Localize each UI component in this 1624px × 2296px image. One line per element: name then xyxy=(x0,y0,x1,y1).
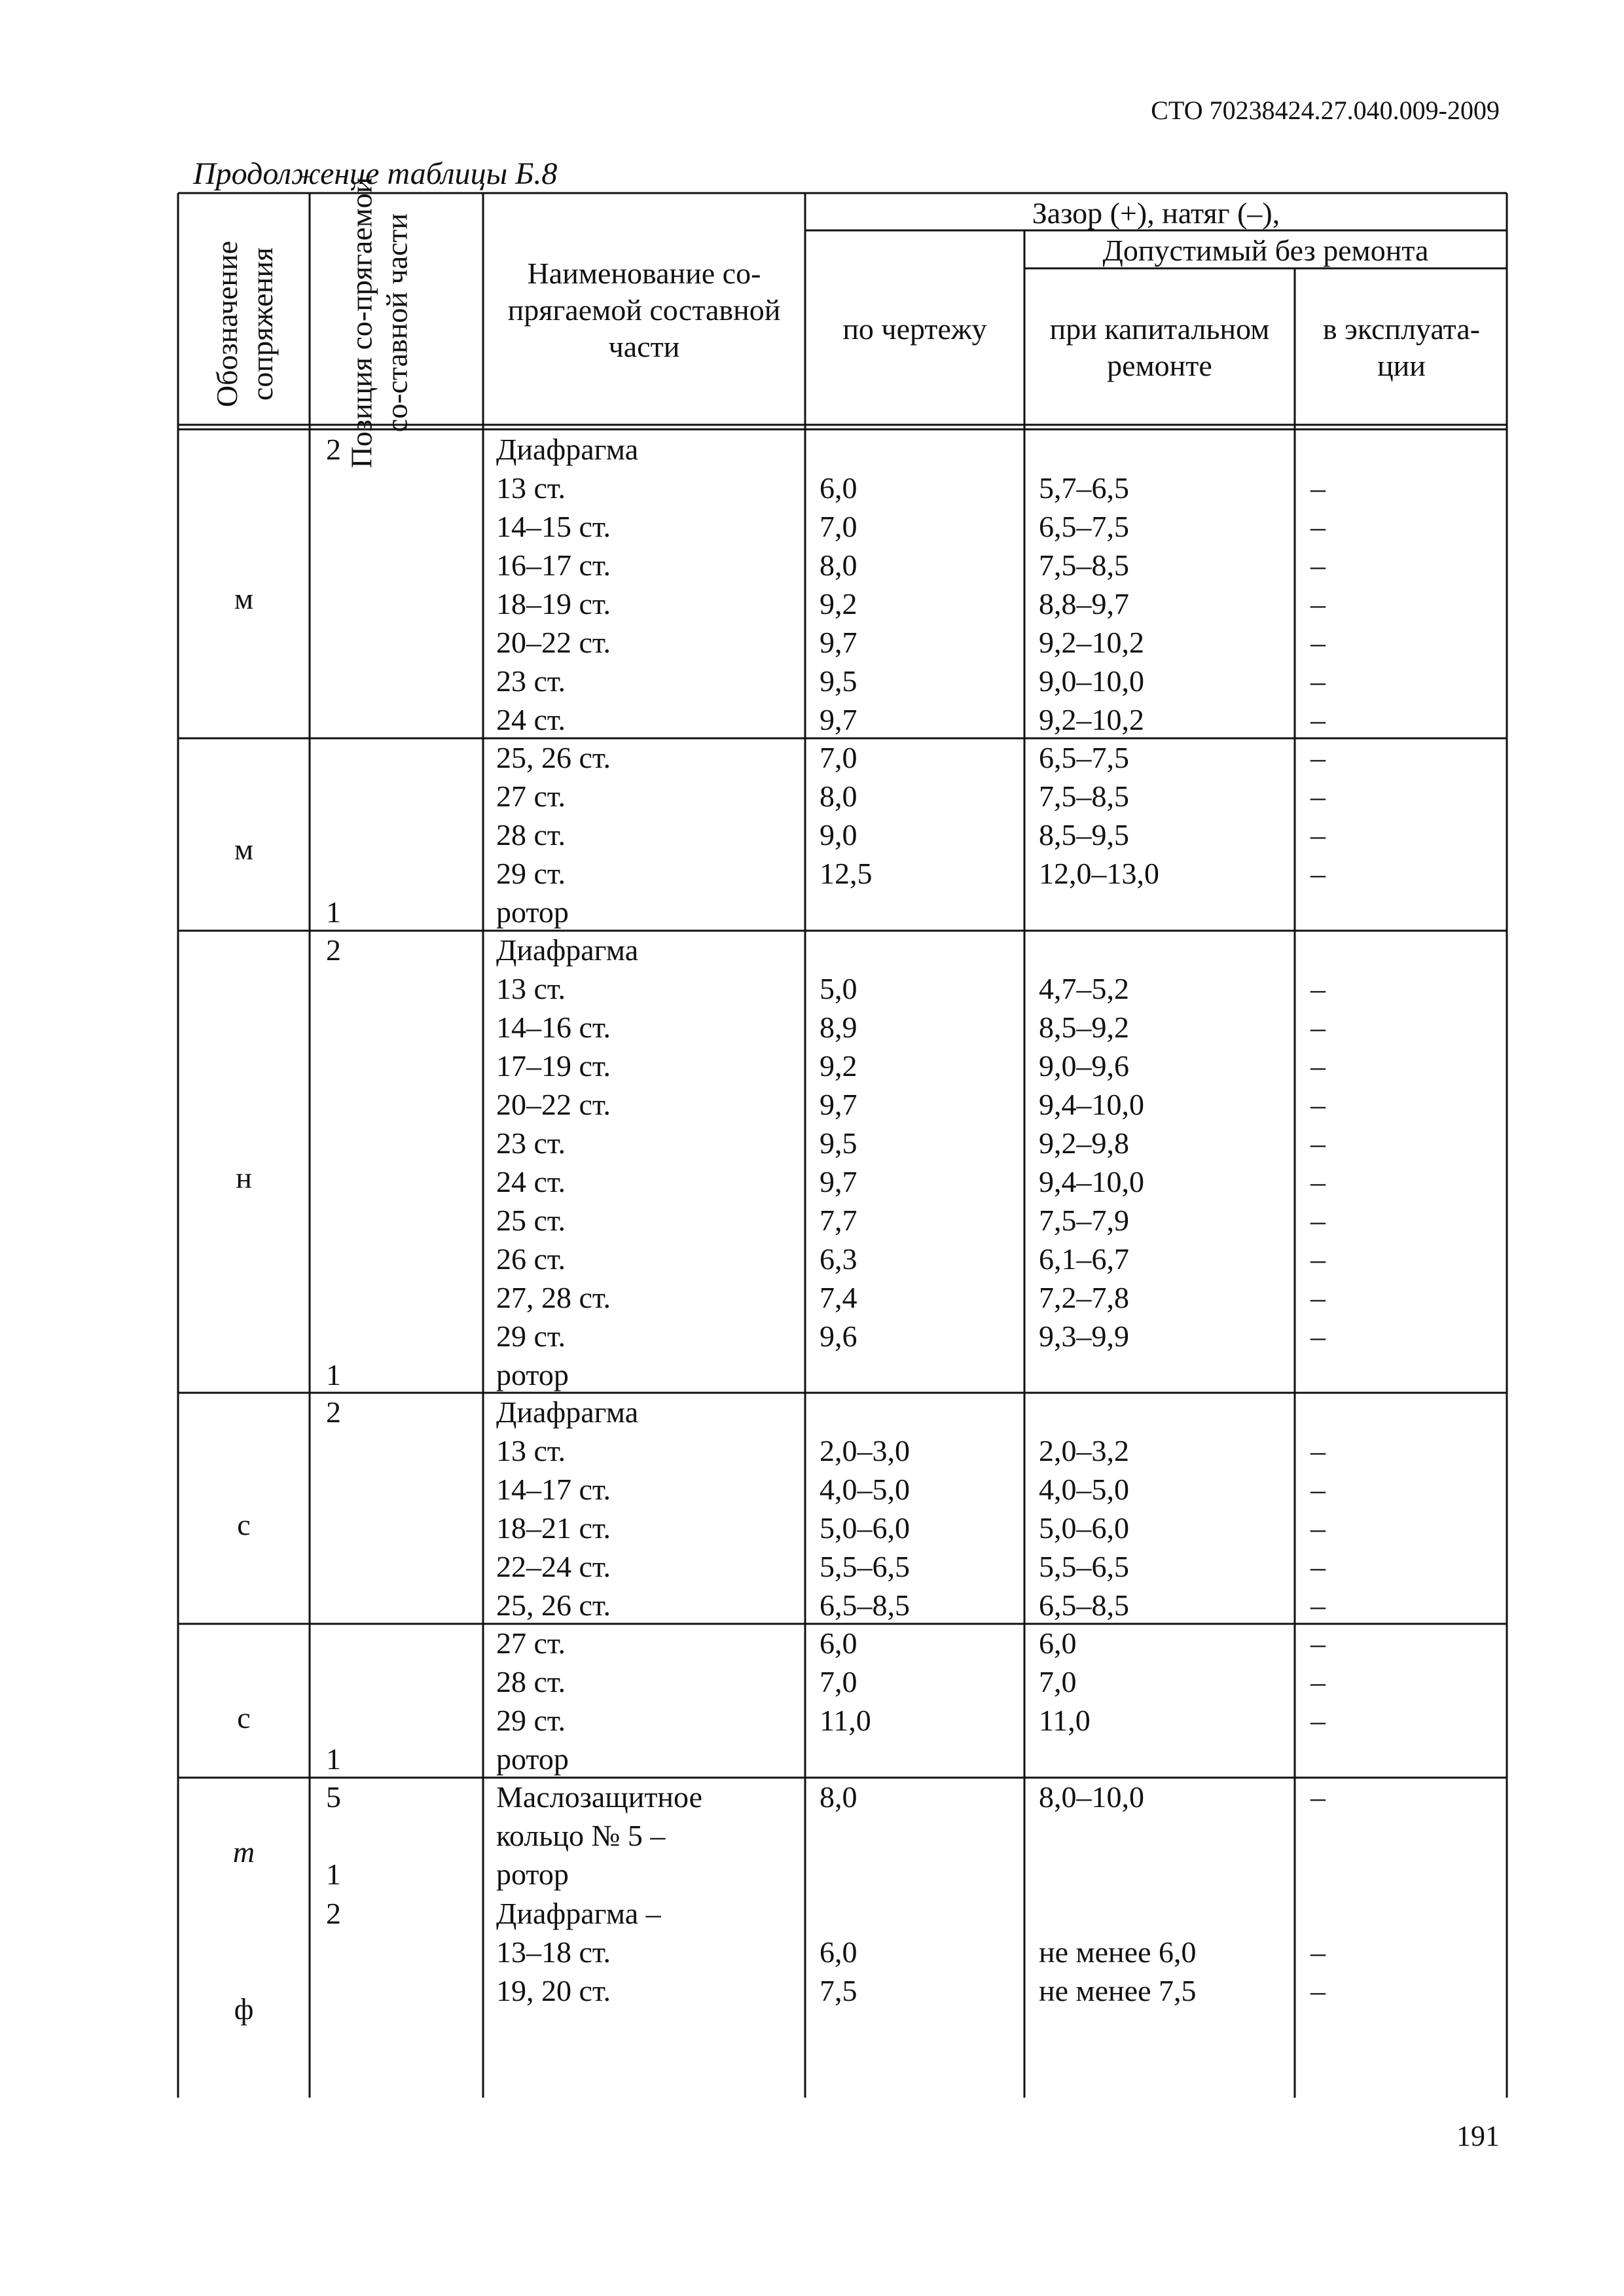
operation-cell: – xyxy=(1310,1626,1326,1660)
drawing-value-cell: 7,0 xyxy=(820,510,857,543)
operation-cell: – xyxy=(1310,587,1326,620)
part-name-cell: 29 ст. xyxy=(496,1319,566,1353)
drawing-value-cell: 7,7 xyxy=(820,1204,857,1237)
operation-cell: – xyxy=(1310,1704,1326,1737)
capital-repair-cell: 12,0–13,0 xyxy=(1039,857,1159,890)
capital-repair-cell: 4,0–5,0 xyxy=(1039,1473,1129,1506)
designation-cell: ф xyxy=(234,1992,254,2026)
drawing-value-cell: 5,0–6,0 xyxy=(820,1511,910,1545)
part-name-cell: 16–17 ст. xyxy=(496,548,611,582)
drawing-value-cell: 9,7 xyxy=(820,626,857,659)
position-cell: 1 xyxy=(326,1742,341,1776)
drawing-value-cell: 9,2 xyxy=(820,587,857,620)
capital-repair-cell: 5,0–6,0 xyxy=(1039,1511,1129,1545)
drawing-value-cell: 6,3 xyxy=(820,1242,857,1276)
part-name-cell: 28 ст. xyxy=(496,818,566,852)
part-name-cell: 23 ст. xyxy=(496,1126,566,1160)
position-cell: 1 xyxy=(326,895,341,929)
operation-cell: – xyxy=(1310,1319,1326,1353)
capital-repair-cell: 2,0–3,2 xyxy=(1039,1434,1129,1467)
operation-cell: – xyxy=(1310,1935,1326,1969)
capital-repair-cell: 6,5–8,5 xyxy=(1039,1588,1129,1622)
part-name-cell: 24 ст. xyxy=(496,1165,566,1198)
capital-repair-cell: 8,5–9,5 xyxy=(1039,818,1129,852)
drawing-value-cell: 12,5 xyxy=(820,857,873,890)
drawing-value-cell: 7,0 xyxy=(820,741,857,774)
capital-repair-cell: 9,3–9,9 xyxy=(1039,1319,1129,1353)
part-name-cell: 18–19 ст. xyxy=(496,587,611,620)
part-name-cell: 22–24 ст. xyxy=(496,1550,611,1583)
operation-cell: – xyxy=(1310,1126,1326,1160)
designation-cell: т xyxy=(232,1835,255,1869)
part-name-cell: 20–22 ст. xyxy=(496,1088,611,1121)
capital-repair-cell: 9,2–10,2 xyxy=(1039,703,1144,736)
part-name-cell: ротор xyxy=(496,1857,569,1891)
header-capital-repair: при капитальном ремонте xyxy=(1049,312,1270,382)
part-name-cell: 13 ст. xyxy=(496,1434,566,1467)
capital-repair-cell: 11,0 xyxy=(1039,1704,1091,1737)
part-name-cell: 20–22 ст. xyxy=(496,626,611,659)
operation-cell: – xyxy=(1310,857,1326,890)
part-name-cell: 25, 26 ст. xyxy=(496,741,611,774)
position-cell: 1 xyxy=(326,1358,341,1391)
operation-cell: – xyxy=(1310,780,1326,813)
part-name-cell: 29 ст. xyxy=(496,1704,566,1737)
capital-repair-cell: не менее 7,5 xyxy=(1039,1974,1197,2007)
operation-cell: – xyxy=(1310,1049,1326,1083)
header-by-drawing: по чертежу xyxy=(842,312,987,346)
drawing-value-cell: 9,0 xyxy=(820,818,857,852)
capital-repair-cell: 5,5–6,5 xyxy=(1039,1550,1129,1583)
part-name-cell: 27, 28 ст. xyxy=(496,1281,611,1314)
part-name-cell: кольцо № 5 – xyxy=(496,1819,666,1852)
position-cell: 2 xyxy=(326,1897,341,1930)
drawing-value-cell: 8,0 xyxy=(820,1780,857,1814)
drawing-value-cell: 8,0 xyxy=(820,548,857,582)
capital-repair-cell: 6,5–7,5 xyxy=(1039,741,1129,774)
part-name-cell: ротор xyxy=(496,1742,569,1776)
part-name-cell: 27 ст. xyxy=(496,780,566,813)
operation-cell: – xyxy=(1310,972,1326,1005)
capital-repair-cell: 5,7–6,5 xyxy=(1039,471,1129,505)
capital-repair-cell: 7,0 xyxy=(1039,1665,1077,1698)
position-cell: 2 xyxy=(326,933,341,967)
part-name-cell: 25, 26 ст. xyxy=(496,1588,611,1622)
header-part-name: Наименование со-прягаемой составной части xyxy=(507,257,781,363)
capital-repair-cell: не менее 6,0 xyxy=(1039,1935,1197,1969)
operation-cell: – xyxy=(1310,1242,1326,1276)
part-name-cell: 14–17 ст. xyxy=(496,1473,611,1506)
document-code: СТО 70238424.27.040.009-2009 xyxy=(1151,96,1500,125)
part-name-cell: 13–18 ст. xyxy=(496,1935,611,1969)
operation-cell: – xyxy=(1310,1281,1326,1314)
position-cell: 5 xyxy=(326,1780,341,1814)
operation-cell: – xyxy=(1310,548,1326,582)
capital-repair-cell: 9,4–10,0 xyxy=(1039,1165,1144,1198)
part-name-cell: 18–21 ст. xyxy=(496,1511,611,1545)
capital-repair-cell: 9,0–10,0 xyxy=(1039,664,1144,698)
part-name-cell: 13 ст. xyxy=(496,471,566,505)
operation-cell: – xyxy=(1310,741,1326,774)
designation-cell: м xyxy=(234,833,254,866)
capital-repair-cell: 6,0 xyxy=(1039,1626,1077,1660)
operation-cell: – xyxy=(1310,1780,1326,1814)
drawing-value-cell: 6,5–8,5 xyxy=(820,1588,910,1622)
operation-cell: – xyxy=(1310,626,1326,659)
header-position: Позиция со-прягаемой со-ставной части xyxy=(344,177,414,469)
drawing-value-cell: 7,0 xyxy=(820,1665,857,1698)
designation-cell: н xyxy=(236,1161,252,1194)
part-name-cell: 24 ст. xyxy=(496,703,566,736)
capital-repair-cell: 7,5–8,5 xyxy=(1039,780,1129,813)
capital-repair-cell: 9,2–9,8 xyxy=(1039,1126,1129,1160)
part-name-cell: Диафрагма xyxy=(496,1395,639,1429)
drawing-value-cell: 9,5 xyxy=(820,664,857,698)
drawing-value-cell: 9,7 xyxy=(820,1088,857,1121)
part-name-cell: Маслозащитное xyxy=(496,1780,703,1814)
capital-repair-cell: 9,2–10,2 xyxy=(1039,626,1144,659)
capital-repair-cell: 6,1–6,7 xyxy=(1039,1242,1129,1276)
drawing-value-cell: 6,0 xyxy=(820,1935,857,1969)
capital-repair-cell: 7,5–7,9 xyxy=(1039,1204,1129,1237)
operation-cell: – xyxy=(1310,1588,1326,1622)
position-cell: 1 xyxy=(326,1857,341,1891)
operation-cell: – xyxy=(1310,510,1326,543)
drawing-value-cell: 11,0 xyxy=(820,1704,871,1737)
capital-repair-cell: 6,5–7,5 xyxy=(1039,510,1129,543)
drawing-value-cell: 9,7 xyxy=(820,1165,857,1198)
capital-repair-cell: 8,8–9,7 xyxy=(1039,587,1129,620)
drawing-value-cell: 7,5 xyxy=(820,1974,857,2007)
capital-repair-cell: 7,5–8,5 xyxy=(1039,548,1129,582)
designation-cell: м xyxy=(234,582,254,615)
designation-cell: с xyxy=(237,1701,251,1734)
part-name-cell: 28 ст. xyxy=(496,1665,566,1698)
position-cell: 2 xyxy=(326,1395,341,1429)
operation-cell: – xyxy=(1310,1974,1326,2007)
drawing-value-cell: 8,9 xyxy=(820,1011,857,1044)
operation-cell: – xyxy=(1310,703,1326,736)
drawing-value-cell: 6,0 xyxy=(820,1626,857,1660)
drawing-value-cell: 9,6 xyxy=(820,1319,857,1353)
drawing-value-cell: 5,0 xyxy=(820,972,857,1005)
part-name-cell: 23 ст. xyxy=(496,664,566,698)
part-name-cell: 19, 20 ст. xyxy=(496,1974,611,2007)
header-designation: Обозначение сопряжения xyxy=(210,240,279,408)
part-name-cell: Диафрагма xyxy=(496,933,639,967)
part-name-cell: 14–15 ст. xyxy=(496,510,611,543)
operation-cell: – xyxy=(1310,471,1326,505)
part-name-cell: 26 ст. xyxy=(496,1242,566,1276)
part-name-cell: 13 ст. xyxy=(496,972,566,1005)
header-allowed-group: Допустимый без ремонта xyxy=(1102,234,1429,267)
operation-cell: – xyxy=(1310,1511,1326,1545)
capital-repair-cell: 4,7–5,2 xyxy=(1039,972,1129,1005)
part-name-cell: 29 ст. xyxy=(496,857,566,890)
part-name-cell: 17–19 ст. xyxy=(496,1049,611,1083)
header-gap-group: Зазор (+), натяг (–), xyxy=(1032,196,1280,230)
capital-repair-cell: 9,0–9,6 xyxy=(1039,1049,1129,1083)
operation-cell: – xyxy=(1310,1665,1326,1698)
part-name-cell: ротор xyxy=(496,1358,569,1391)
table-continuation-caption: Продолжение таблицы Б.8 xyxy=(193,156,558,191)
operation-cell: – xyxy=(1310,1088,1326,1121)
header-operation: в эксплуата-ции xyxy=(1322,312,1481,382)
part-name-cell: Диафрагма – xyxy=(496,1897,661,1930)
operation-cell: – xyxy=(1310,1204,1326,1237)
drawing-value-cell: 8,0 xyxy=(820,780,857,813)
operation-cell: – xyxy=(1310,1011,1326,1044)
drawing-value-cell: 9,7 xyxy=(820,703,857,736)
drawing-value-cell: 5,5–6,5 xyxy=(820,1550,910,1583)
page-number: 191 xyxy=(1456,2120,1500,2152)
part-name-cell: ротор xyxy=(496,895,569,929)
capital-repair-cell: 9,4–10,0 xyxy=(1039,1088,1144,1121)
operation-cell: – xyxy=(1310,664,1326,698)
operation-cell: – xyxy=(1310,1434,1326,1467)
drawing-value-cell: 9,5 xyxy=(820,1126,857,1160)
drawing-value-cell: 7,4 xyxy=(820,1281,857,1314)
operation-cell: – xyxy=(1310,1165,1326,1198)
part-name-cell: 27 ст. xyxy=(496,1626,566,1660)
capital-repair-cell: 8,5–9,2 xyxy=(1039,1011,1129,1044)
capital-repair-cell: 8,0–10,0 xyxy=(1039,1780,1144,1814)
capital-repair-cell: 7,2–7,8 xyxy=(1039,1281,1129,1314)
part-name-cell: 25 ст. xyxy=(496,1204,566,1237)
operation-cell: – xyxy=(1310,1550,1326,1583)
drawing-value-cell: 2,0–3,0 xyxy=(820,1434,910,1467)
operation-cell: – xyxy=(1310,1473,1326,1506)
position-cell: 2 xyxy=(326,433,341,466)
drawing-value-cell: 4,0–5,0 xyxy=(820,1473,910,1506)
drawing-value-cell: 9,2 xyxy=(820,1049,857,1083)
designation-cell: с xyxy=(237,1508,251,1541)
operation-cell: – xyxy=(1310,818,1326,852)
drawing-value-cell: 6,0 xyxy=(820,471,857,505)
part-name-cell: 14–16 ст. xyxy=(496,1011,611,1044)
part-name-cell: Диафрагма xyxy=(496,433,639,466)
